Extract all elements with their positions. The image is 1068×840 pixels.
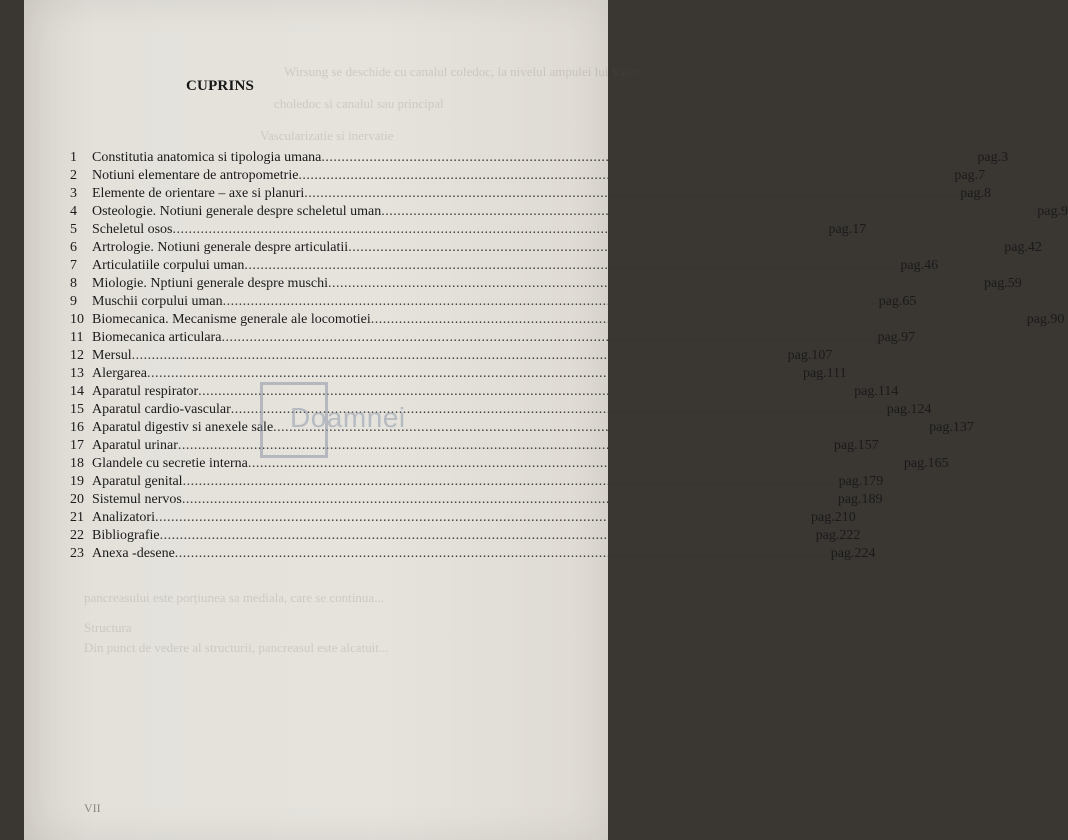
- toc-entry: [70, 204, 1068, 222]
- toc-label: Sistemul nervos: [92, 492, 182, 507]
- toc-page: pag.165: [903, 456, 949, 471]
- toc-page: pag.157: [833, 438, 879, 453]
- toc-leader-dots: [132, 348, 788, 364]
- toc-entry: [70, 312, 1065, 330]
- toc-leader-dots: [183, 474, 839, 490]
- toc-leader-dots: [328, 276, 984, 292]
- toc-page: pag.97: [877, 330, 916, 345]
- toc-entry: [70, 240, 1042, 258]
- toc-label: Glandele cu secretie interna: [92, 456, 248, 471]
- toc-entry: [70, 150, 1009, 168]
- toc-leader-dots: [244, 258, 900, 274]
- table-of-contents: [70, 150, 1068, 564]
- toc-label: Scheletul osos: [92, 222, 173, 237]
- toc-page: pag.90: [1026, 312, 1065, 327]
- bleed-through-text: Vascularizatie si inervatie: [260, 128, 394, 143]
- toc-number: 2: [70, 168, 77, 183]
- toc-number: 3: [70, 186, 77, 201]
- page-number: VII: [84, 801, 101, 815]
- toc-leader-dots: [371, 312, 1027, 328]
- toc-label: Notiuni elementare de antropometrie: [92, 168, 299, 183]
- toc-number: 17: [70, 438, 84, 453]
- toc-entry: [70, 474, 884, 492]
- toc-page: pag.65: [878, 294, 917, 309]
- toc-leader-dots: [160, 528, 816, 544]
- watermark-logo: [260, 382, 406, 456]
- toc-page: pag.111: [802, 366, 847, 381]
- toc-number: 6: [70, 240, 77, 255]
- toc-label: Biomecanica. Mecanisme generale ale locomotiei: [92, 312, 371, 327]
- toc-leader-dots: [348, 240, 1004, 256]
- toc-page: pag.9: [1037, 204, 1068, 219]
- toc-number: 23: [70, 546, 84, 561]
- toc-label: Muschii corpului uman: [92, 294, 223, 309]
- toc-number: 21: [70, 510, 84, 525]
- toc-label: Aparatul digestiv si anexele sale: [92, 420, 274, 435]
- toc-number: 12: [70, 348, 84, 363]
- toc-label: Aparatul genital: [92, 474, 183, 489]
- bleed-through-text: Din punct de vedere al structurii, pancreasul este alcatuit...: [84, 640, 389, 655]
- toc-label: Articulatiile corpului uman: [92, 258, 245, 273]
- toc-leader-dots: [223, 294, 879, 310]
- toc-page: pag.210: [810, 510, 856, 525]
- toc-entry: [70, 186, 991, 204]
- toc-leader-dots: [182, 492, 838, 508]
- toc-number: 9: [70, 294, 77, 309]
- toc-number: 5: [70, 222, 77, 237]
- toc-entry: [70, 294, 917, 312]
- toc-number: 20: [70, 492, 84, 507]
- toc-label: Aparatul urinar: [92, 438, 178, 453]
- toc-leader-dots: [155, 510, 811, 526]
- toc-label: Alergarea: [92, 366, 147, 381]
- toc-number: 11: [70, 330, 84, 345]
- toc-page: pag.114: [854, 384, 899, 399]
- toc-label: Aparatul cardio-vascular: [92, 402, 231, 417]
- toc-label: Elemente de orientare – axe si planuri: [92, 186, 305, 201]
- toc-label: Biomecanica articulara: [92, 330, 222, 345]
- toc-page: pag.59: [984, 276, 1022, 291]
- toc-page: pag.46: [900, 258, 939, 273]
- toc-page: pag.42: [1004, 240, 1042, 255]
- toc-entry: [70, 456, 949, 474]
- toc-label: Constitutia anatomica si tipologia umana: [92, 150, 322, 165]
- toc-page: pag.179: [838, 474, 884, 489]
- toc-leader-dots: [298, 168, 954, 184]
- toc-page: pag.107: [787, 348, 833, 363]
- page-title: CUPRINS: [186, 78, 255, 94]
- toc-entry: [70, 258, 939, 276]
- bleed-through-text: pancreasului este porțiunea sa mediala, care se continua...: [84, 590, 384, 605]
- toc-number: 1: [70, 150, 77, 165]
- toc-entry: [70, 510, 856, 528]
- toc-leader-dots: [147, 366, 803, 382]
- toc-entry: [70, 348, 833, 366]
- toc-number: 8: [70, 276, 77, 291]
- toc-leader-dots: [321, 150, 977, 166]
- toc-leader-dots: [248, 456, 904, 472]
- toc-entry: [70, 330, 916, 348]
- toc-label: Anexa -desene: [92, 546, 175, 561]
- toc-leader-dots: [304, 186, 960, 202]
- toc-label: Bibliografie: [92, 528, 160, 543]
- toc-number: 14: [70, 384, 84, 399]
- toc-number: 16: [70, 420, 84, 435]
- toc-label: Artrologie. Notiuni generale despre articulatii: [92, 240, 349, 255]
- toc-page: pag.224: [830, 546, 876, 561]
- watermark-text: Doamnei: [290, 402, 406, 433]
- toc-number: 10: [70, 312, 84, 327]
- toc-leader-dots: [175, 546, 831, 562]
- toc-number: 4: [70, 204, 77, 219]
- toc-number: 15: [70, 402, 84, 417]
- toc-entry: [70, 528, 861, 546]
- toc-label: Analizatori: [92, 510, 155, 525]
- toc-label: Mersul: [92, 348, 132, 363]
- toc-label: Osteologie. Notiuni generale despre scheletul uman: [92, 204, 382, 219]
- toc-page: pag.8: [960, 186, 991, 201]
- toc-page: pag.3: [977, 150, 1009, 165]
- toc-leader-dots: [173, 222, 829, 238]
- toc-number: 19: [70, 474, 84, 489]
- toc-number: 22: [70, 528, 84, 543]
- toc-page: pag.189: [837, 492, 883, 507]
- book-page: [24, 0, 1068, 840]
- toc-entry: [70, 168, 986, 186]
- toc-number: 13: [70, 366, 84, 381]
- toc-entry: [70, 492, 883, 510]
- toc-number: 7: [70, 258, 77, 273]
- bleed-through-text: Wirsung se deschide cu canalul coledoc, la nivelul ampulei lui Vater...: [284, 64, 648, 79]
- toc-entry: [70, 546, 876, 564]
- bleed-through-text: Structura: [84, 620, 132, 635]
- toc-page: pag.7: [954, 168, 986, 183]
- toc-leader-dots: [221, 330, 877, 346]
- toc-entry: [70, 276, 1022, 294]
- toc-label: Aparatul respirator: [92, 384, 199, 399]
- toc-page: pag.222: [815, 528, 861, 543]
- toc-page: pag.124: [886, 402, 932, 417]
- bleed-through-text: choledoc si canalul sau principal: [274, 96, 444, 111]
- toc-label: Miologie. Nptiuni generale despre muschi: [92, 276, 328, 291]
- toc-number: 18: [70, 456, 84, 471]
- toc-leader-dots: [381, 204, 1037, 220]
- toc-page: pag.17: [828, 222, 867, 237]
- toc-page: pag.137: [929, 420, 974, 435]
- toc-entry: [70, 222, 867, 240]
